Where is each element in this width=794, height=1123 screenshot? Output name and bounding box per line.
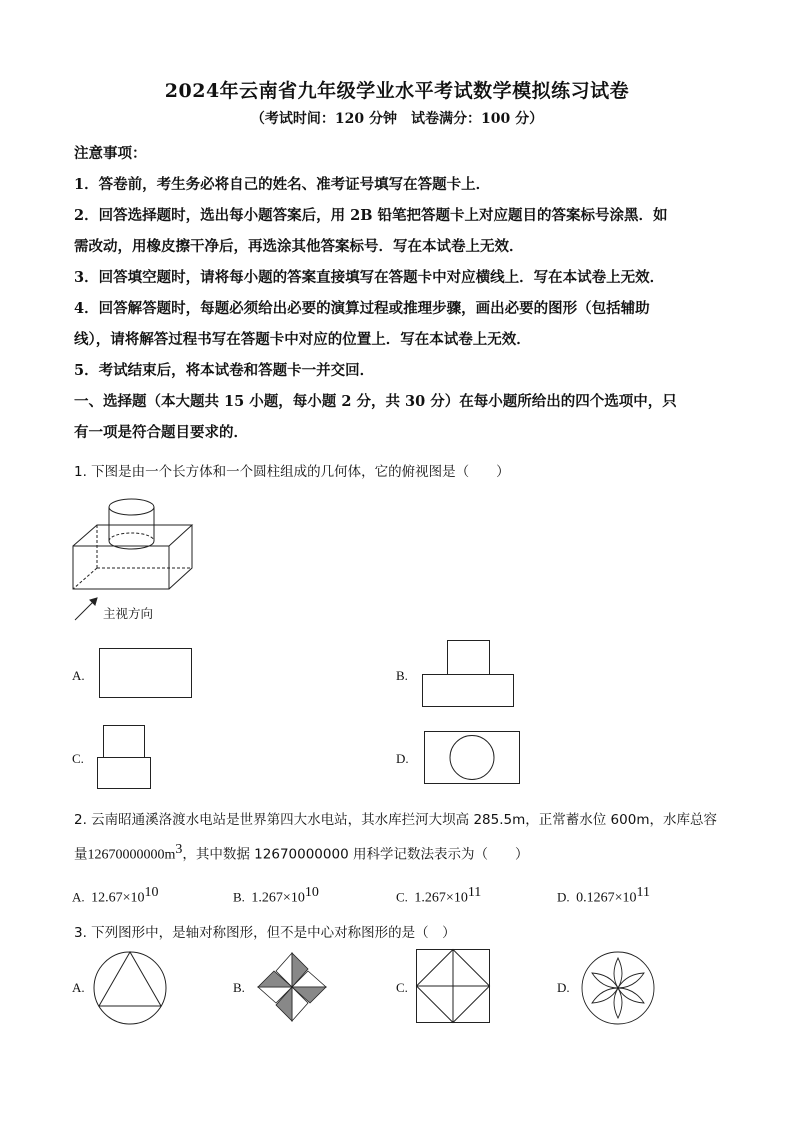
q1-stem: 1. 下图是由一个长方体和一个圆柱组成的几何体，它的俯视图是（ ） (74, 464, 510, 480)
section-heading-2: 有一项是符合题目要求的． (74, 424, 248, 441)
q1-option-c-figure (97, 725, 153, 790)
note-3: 3．回答填空题时，请将每小题的答案直接填写在答题卡中对应横线上．写在本试卷上无效． (74, 269, 665, 286)
note-1: 1．答卷前，考生务必将自己的姓名、准考证号填写在答题卡上． (74, 176, 491, 193)
q3-option-d-figure (580, 950, 656, 1026)
q3-option-d-label: D. (557, 980, 570, 995)
section-heading-1: 一、选择题（本大题共 15 小题，每小题 2 分，共 30 分）在每小题所给出的四个选项中，只 (74, 393, 677, 410)
q2-option-d (557, 885, 650, 906)
q2-option-b-label: B. (233, 889, 245, 905)
q2-option-c-label: C. (396, 889, 408, 905)
q2-stem-prefix: 量 (74, 846, 88, 863)
q1-option-c-label: C. (72, 751, 84, 766)
q2-option-a-label: A. (72, 889, 85, 905)
q1-option-a-figure (99, 648, 193, 699)
q2-option-a (72, 885, 159, 906)
q2-stem-line1: 2. 云南昭通溪洛渡水电站是世界第四大水电站，其水库拦河大坝高 285.5m，正常蓄水位 600m，水库总容 (74, 812, 717, 828)
q2-option-c (396, 885, 481, 906)
note-5: 5．考试结束后，将本试卷和答题卡一并交回． (74, 362, 375, 379)
q2-option-d-value: 0.1267×10 (576, 890, 637, 906)
page-title: 2024年云南省九年级学业水平考试数学模拟练习试卷 (164, 80, 630, 102)
notes-heading: 注意事项： (74, 145, 147, 162)
q1-option-b-figure (422, 640, 516, 708)
q1-option-b-label: B. (396, 668, 408, 683)
q3-stem: 3. 下列图形中，是轴对称图形，但不是中心对称图形的是（ ） (74, 925, 456, 941)
q2-option-a-value: 12.67×10 (91, 890, 145, 906)
q1-option-d-figure (424, 731, 521, 785)
q3-option-b-figure (252, 950, 332, 1024)
q2-option-b-value: 1.267×10 (251, 890, 305, 906)
q3-option-a-figure (90, 950, 170, 1026)
note-2b: 需改动，用橡皮擦干净后，再选涂其他答案标号．写在本试卷上无效． (74, 238, 524, 255)
note-4a: 4．回答解答题时，每题必须给出必要的演算过程或推理步骤，画出必要的图形（包括辅助 (74, 300, 650, 317)
q2-option-d-exp: 11 (636, 885, 651, 900)
q3-option-a-label: A. (72, 980, 85, 995)
q2-option-b-exp: 10 (304, 885, 319, 900)
q2-option-c-exp: 11 (467, 885, 482, 900)
q2-option-b (233, 885, 319, 906)
note-2a: 2．回答选择题时，选出每小题答案后，用 2B 铅笔把答题卡上对应题目的答案标号涂黑．如 (74, 207, 668, 224)
q3-option-c-figure (416, 949, 492, 1025)
q1-option-d-label: D. (396, 751, 409, 766)
q1-option-a-label: A. (72, 668, 85, 683)
q2-option-a-exp: 10 (144, 885, 159, 900)
q3-option-b-label: B. (233, 980, 245, 995)
note-4b: 线），请将解答过程书写在答题卡中对应的位置上．写在本试卷上无效． (74, 331, 531, 348)
q2-option-d-label: D. (557, 889, 570, 905)
q2-option-c-value: 1.267×10 (414, 890, 468, 906)
view-direction-label: 主视方向 (103, 606, 154, 621)
q2-stem-suffix: ，其中数据 12670000000 用科学记数法表示为（ ） (182, 846, 529, 863)
page-subtitle: （考试时间：120 分钟 试卷满分：100 分） (250, 111, 544, 127)
q3-option-c-label: C. (396, 980, 408, 995)
q2-volume-number: 12670000000m (87, 847, 176, 863)
q2-volume-exponent: 3 (175, 842, 183, 857)
q2-stem-line2 (74, 842, 528, 864)
